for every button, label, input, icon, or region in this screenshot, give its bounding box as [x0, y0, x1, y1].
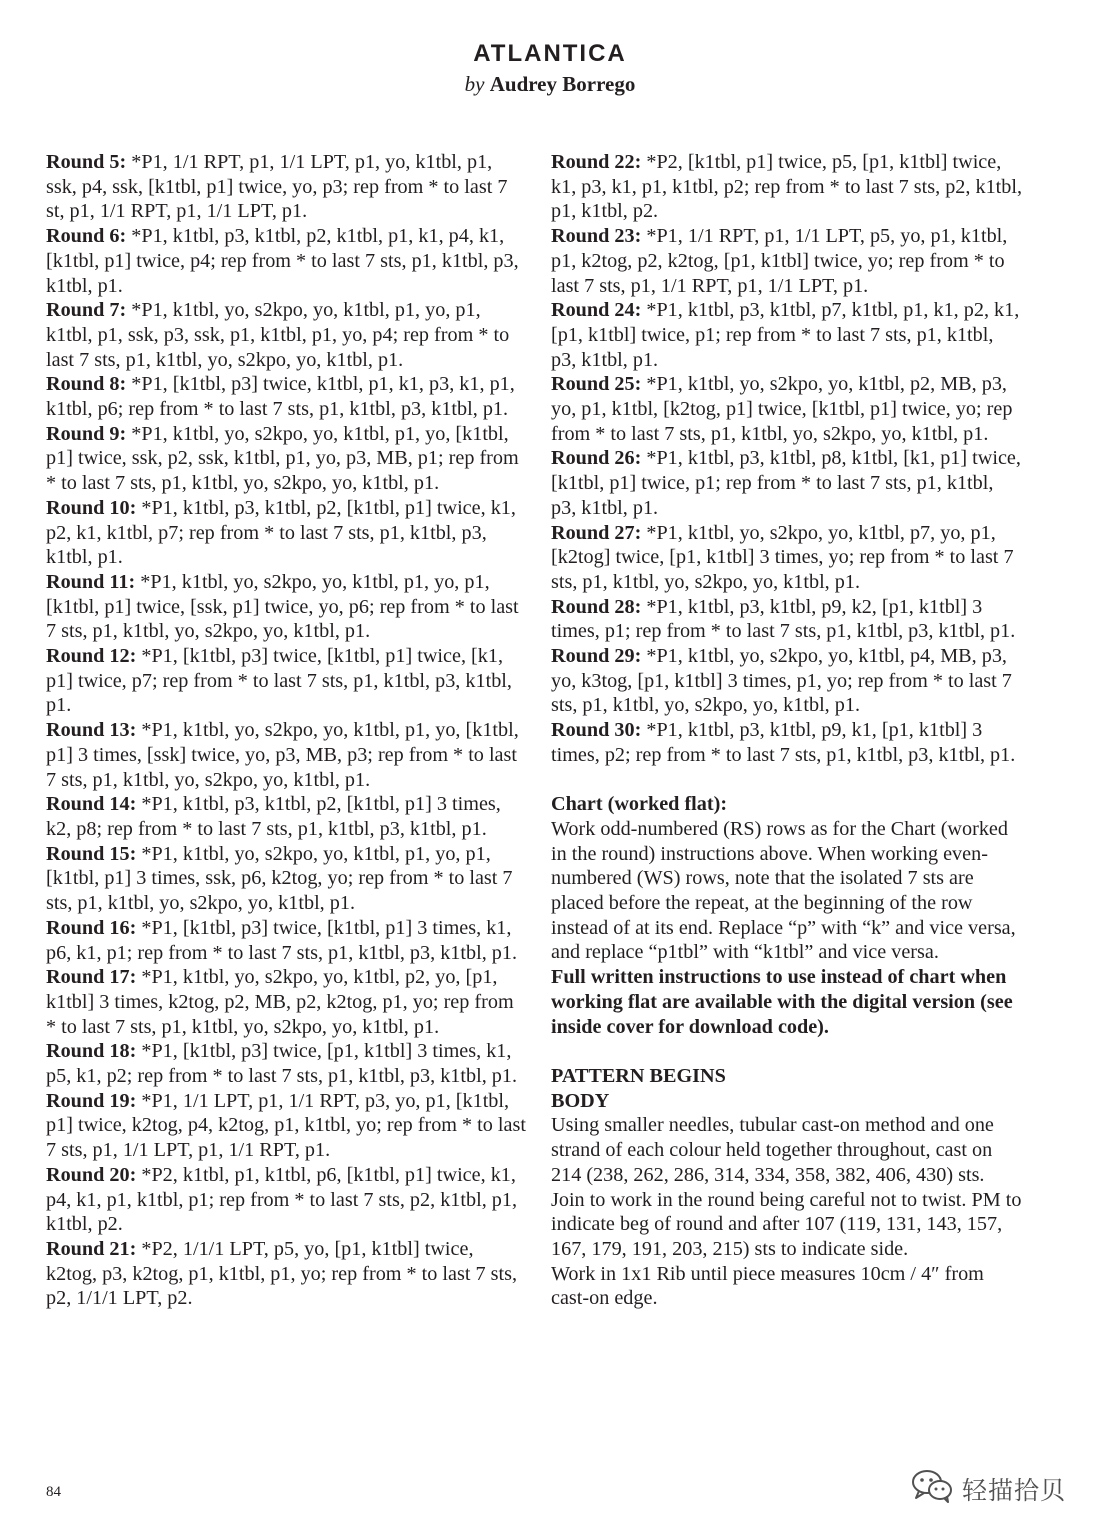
round-text: *P1, k1tbl, yo, s2kpo, yo, k1tbl, p1, yo, p1, k1tbl, p1, ssk, p3, ssk, p1, k1tbl, p1, yo, p4; rep from * to last 7 sts, p1, k1tbl, yo, s2kpo, yo, k1tbl, p1.: [46, 299, 510, 371]
section-spacer: [551, 768, 1023, 793]
round-28: [551, 595, 1023, 644]
round-19: [46, 1089, 528, 1163]
round-text: *P1, k1tbl, yo, s2kpo, yo, k1tbl, p2, yo, [p1, k1tbl] 3 times, k2tog, p2, MB, p2, k2tog, p1, yo; rep from * to last 7 sts, p1, k1tbl, yo, s2kpo, yo, k1tbl, p1.: [46, 966, 514, 1038]
round-13: [46, 718, 528, 792]
round-label: Round 16:: [46, 916, 137, 939]
byline: [0, 70, 1100, 98]
round-17: [46, 965, 528, 1039]
round-label: Round 5:: [46, 151, 127, 173]
round-label: Round 22:: [551, 151, 642, 173]
round-text: *P1, k1tbl, yo, s2kpo, yo, k1tbl, p7, yo, p1, [k2tog] twice, [p1, k1tbl] 3 times, yo; rep from * to last 7 sts, p1, k1tbl, yo, s2kpo, yo, k1tbl, p1.: [551, 521, 1014, 593]
round-24: [551, 298, 1023, 372]
round-label: Round 15:: [46, 842, 137, 865]
round-text: *P1, [k1tbl, p3] twice, [k1tbl, p1] twice, [k1, p1] twice, p7; rep from * to last 7 sts, p1, k1tbl, p3, k1tbl, p1.: [46, 645, 512, 717]
round-label: Round 24:: [551, 299, 642, 322]
round-text: *P1, k1tbl, yo, s2kpo, yo, k1tbl, p2, MB, p3, yo, p1, k1tbl, [k2tog, p1] twice, [k1tbl, p1] twice, yo; rep from * to last 7 sts, p1, k1tbl, yo, s2kpo, yo, k1tbl, p1.: [551, 373, 1013, 445]
round-27: [551, 521, 1023, 595]
watermark: [910, 1468, 1066, 1509]
round-25: [551, 372, 1023, 446]
round-label: Round 12:: [46, 645, 137, 668]
round-text: *P1, [k1tbl, p3] twice, [p1, k1tbl] 3 times, k1, p5, k1, p2; rep from * to last 7 sts, p1, k1tbl, p3, k1tbl, p1.: [46, 1040, 518, 1088]
round-8: [46, 372, 528, 421]
pattern-begins-heading: PATTERN BEGINS: [551, 1064, 726, 1087]
round-label: Round 6:: [46, 225, 127, 248]
round-label: Round 23:: [551, 225, 642, 248]
round-16: [46, 916, 528, 965]
round-text: *P1, k1tbl, p3, k1tbl, p2, [k1tbl, p1] 3 times, k2, p8; rep from * to last 7 sts, p1, k1tbl, p3, k1tbl, p1.: [46, 793, 501, 840]
round-text: *P1, 1/1 RPT, p1, 1/1 LPT, p5, yo, p1, k1tbl, p1, k2tog, p2, k2tog, [p1, k1tbl] twice, yo; rep from * to last 7 sts, p1, 1/1 RPT, p1, 1/1 LPT, p1.: [551, 225, 1008, 297]
page-header: [0, 38, 1100, 98]
round-22: [551, 150, 1023, 224]
page-number: 84: [46, 1484, 61, 1500]
chart-flat-heading: Chart (worked flat):: [551, 793, 728, 816]
round-20: [46, 1163, 528, 1237]
watermark-text: 轻描拾贝: [962, 1475, 1067, 1505]
round-label: Round 27:: [551, 521, 642, 544]
round-30: [551, 718, 1023, 767]
round-23: [551, 224, 1023, 298]
round-label: Round 9:: [46, 422, 127, 445]
body-subheading: BODY: [551, 1089, 610, 1112]
round-label: Round 11:: [46, 570, 136, 593]
round-label: Round 13:: [46, 719, 137, 742]
round-text: *P2, k1tbl, p1, k1tbl, p6, [k1tbl, p1] twice, k1, p4, k1, p1, k1tbl, p1; rep from * to last 7 sts, p2, k1tbl, p1, k1tbl, p2.: [46, 1163, 518, 1236]
round-text: *P1, k1tbl, p3, k1tbl, p8, k1tbl, [k1, p1] twice, [k1tbl, p1] twice, p1; rep from * to last 7 sts, p1, k1tbl, p3, k1tbl, p1.: [551, 447, 1021, 519]
round-text: *P1, k1tbl, p3, k1tbl, p7, k1tbl, p1, k1, p2, k1, [p1, k1tbl] twice, p1; rep from * to last 7 sts, p1, k1tbl, p3, k1tbl, p1.: [551, 299, 1020, 371]
round-18: [46, 1039, 528, 1088]
round-text: *P1, k1tbl, p3, k1tbl, p2, [k1tbl, p1] twice, k1, p2, k1, k1tbl, p7; rep from * to last 7 sts, p1, k1tbl, p3, k1tbl, p1.: [46, 496, 516, 569]
round-label: Round 25:: [551, 373, 642, 396]
chart-flat-body: Work odd-numbered (RS) rows as for the Chart (worked in the round) instructions above. When working even-numbered (WS) rows, note that the isolated 7 sts are placed before the repeat, at the beginning of the row instead of at its end. Replace “p” with “k” and vice versa, and replace “p1tbl” with “k1tbl” and vice versa.: [551, 817, 1016, 964]
author-name: Audrey Borrego: [489, 72, 636, 96]
round-label: Round 8:: [46, 373, 127, 396]
section-spacer: [551, 1039, 1023, 1064]
round-text: *P1, k1tbl, yo, s2kpo, yo, k1tbl, p1, yo, p1, [k1tbl, p1] twice, [ssk, p1] twice, yo, p6; rep from * to last 7 sts, p1, k1tbl, yo, s2kpo, yo, k1tbl, p1.: [46, 570, 519, 643]
round-text: *P1, 1/1 RPT, p1, 1/1 LPT, p1, yo, k1tbl, p1, ssk, p4, ssk, [k1tbl, p1] twice, yo, p3; rep from * to last 7 st, p1, 1/1 RPT, p1, 1/1 LPT, p1.: [46, 151, 508, 223]
pattern-title: ATLANTICA: [473, 40, 627, 67]
round-26: [551, 446, 1023, 520]
round-14: [46, 792, 528, 841]
round-label: Round 17:: [46, 966, 137, 989]
round-label: Round 10:: [46, 496, 137, 519]
round-text: *P1, 1/1 LPT, p1, 1/1 RPT, p3, yo, p1, [k1tbl, p1] twice, k2tog, p4, k2tog, p1, k1tbl, yo; rep from * to last 7 sts, p1, 1/1 LPT, p1, 1/1 RPT, p1.: [46, 1089, 526, 1162]
round-label: Round 19:: [46, 1089, 137, 1112]
body-paragraph-rib: Work in 1x1 Rib until piece measures 10cm / 4″ from cast-on edge.: [551, 1262, 984, 1310]
round-text: *P1, k1tbl, p3, k1tbl, p2, k1tbl, p1, k1, p4, k1, [k1tbl, p1] twice, p4; rep from * to last 7 sts, p1, k1tbl, p3, k1tbl, p1.: [46, 225, 519, 297]
byline-by: by: [464, 72, 485, 96]
right-column: [551, 150, 1023, 1311]
round-text: *P1, [k1tbl, p3] twice, k1tbl, p1, k1, p3, k1, p1, k1tbl, p6; rep from * to last 7 sts, p1, k1tbl, p3, k1tbl, p1.: [46, 373, 515, 421]
round-text: *P1, [k1tbl, p3] twice, [k1tbl, p1] 3 times, k1, p6, k1, p1; rep from * to last 7 sts, p1, k1tbl, p3, k1tbl, p1.: [46, 916, 518, 964]
round-text: *P2, 1/1/1 LPT, p5, yo, [p1, k1tbl] twice, k2tog, p3, k2tog, p1, k1tbl, p1, yo; rep from * to last 7 sts, p2, 1/1/1 LPT, p2.: [46, 1237, 518, 1310]
round-text: *P1, k1tbl, yo, s2kpo, yo, k1tbl, p1, yo, p1, [k1tbl, p1] 3 times, ssk, p6, k2tog, yo; rep from * to last 7 sts, p1, k1tbl, yo, s2kpo, yo, k1tbl, p1.: [46, 842, 513, 915]
round-29: [551, 644, 1023, 718]
round-21: [46, 1237, 528, 1311]
round-7: [46, 298, 528, 372]
round-12: [46, 644, 528, 718]
round-label: Round 21:: [46, 1237, 137, 1260]
wechat-icon: [910, 1468, 954, 1509]
round-label: Round 28:: [551, 595, 642, 618]
chart-flat-note: Full written instructions to use instead of chart when working flat are available with the digital version (see inside cover for download code).: [551, 966, 1013, 1038]
round-label: Round 26:: [551, 447, 642, 470]
round-label: Round 29:: [551, 645, 642, 668]
round-text: *P1, k1tbl, yo, s2kpo, yo, k1tbl, p4, MB, p3, yo, k3tog, [p1, k1tbl] 3 times, p1, yo; rep from * to last 7 sts, p1, k1tbl, yo, s2kpo, yo, k1tbl, p1.: [551, 645, 1012, 717]
round-15: [46, 842, 528, 916]
round-label: Round 18:: [46, 1040, 137, 1063]
round-10: [46, 496, 528, 570]
body-paragraph-cast-on: Using smaller needles, tubular cast-on method and one strand of each colour held together throughout, cast on 214 (238, 262, 286, 314, 334, 358, 382, 406, 430) sts. Join to work in the round being careful not to twist. PM to indicate beg of round and after 107 (119, 131, 143, 157, 167, 179, 191, 203, 215) sts to indicate side.: [551, 1114, 1022, 1260]
round-9: [46, 422, 528, 496]
left-column: [46, 150, 528, 1311]
round-text: *P1, k1tbl, p3, k1tbl, p9, k1, [p1, k1tbl] 3 times, p2; rep from * to last 7 sts, p1, k1tbl, p3, k1tbl, p1.: [551, 719, 1016, 766]
round-11: [46, 570, 528, 644]
round-label: Round 7:: [46, 299, 127, 322]
round-5: [46, 150, 528, 224]
round-6: [46, 224, 528, 298]
round-label: Round 20:: [46, 1163, 137, 1186]
round-text: *P1, k1tbl, yo, s2kpo, yo, k1tbl, p1, yo, [k1tbl, p1] 3 times, [ssk] twice, yo, p3, MB, p3; rep from * to last 7 sts, p1, k1tbl, yo, s2kpo, yo, k1tbl, p1.: [46, 719, 519, 791]
round-label: Round 30:: [551, 719, 642, 742]
round-text: *P1, k1tbl, yo, s2kpo, yo, k1tbl, p1, yo, [k1tbl, p1] twice, ssk, p2, ssk, k1tbl, p1, yo, p3, MB, p1; rep from * to last 7 sts, p1, k1tbl, yo, s2kpo, yo, k1tbl, p1.: [46, 422, 519, 495]
round-label: Round 14:: [46, 793, 137, 816]
round-text: *P1, k1tbl, p3, k1tbl, p9, k2, [p1, k1tbl] 3 times, p1; rep from * to last 7 sts, p1, k1tbl, p3, k1tbl, p1.: [551, 595, 1016, 643]
round-text: *P2, [k1tbl, p1] twice, p5, [p1, k1tbl] twice, k1, p3, k1, p1, k1tbl, p2; rep from * to last 7 sts, p2, k1tbl, p1, k1tbl, p2.: [551, 151, 1023, 223]
